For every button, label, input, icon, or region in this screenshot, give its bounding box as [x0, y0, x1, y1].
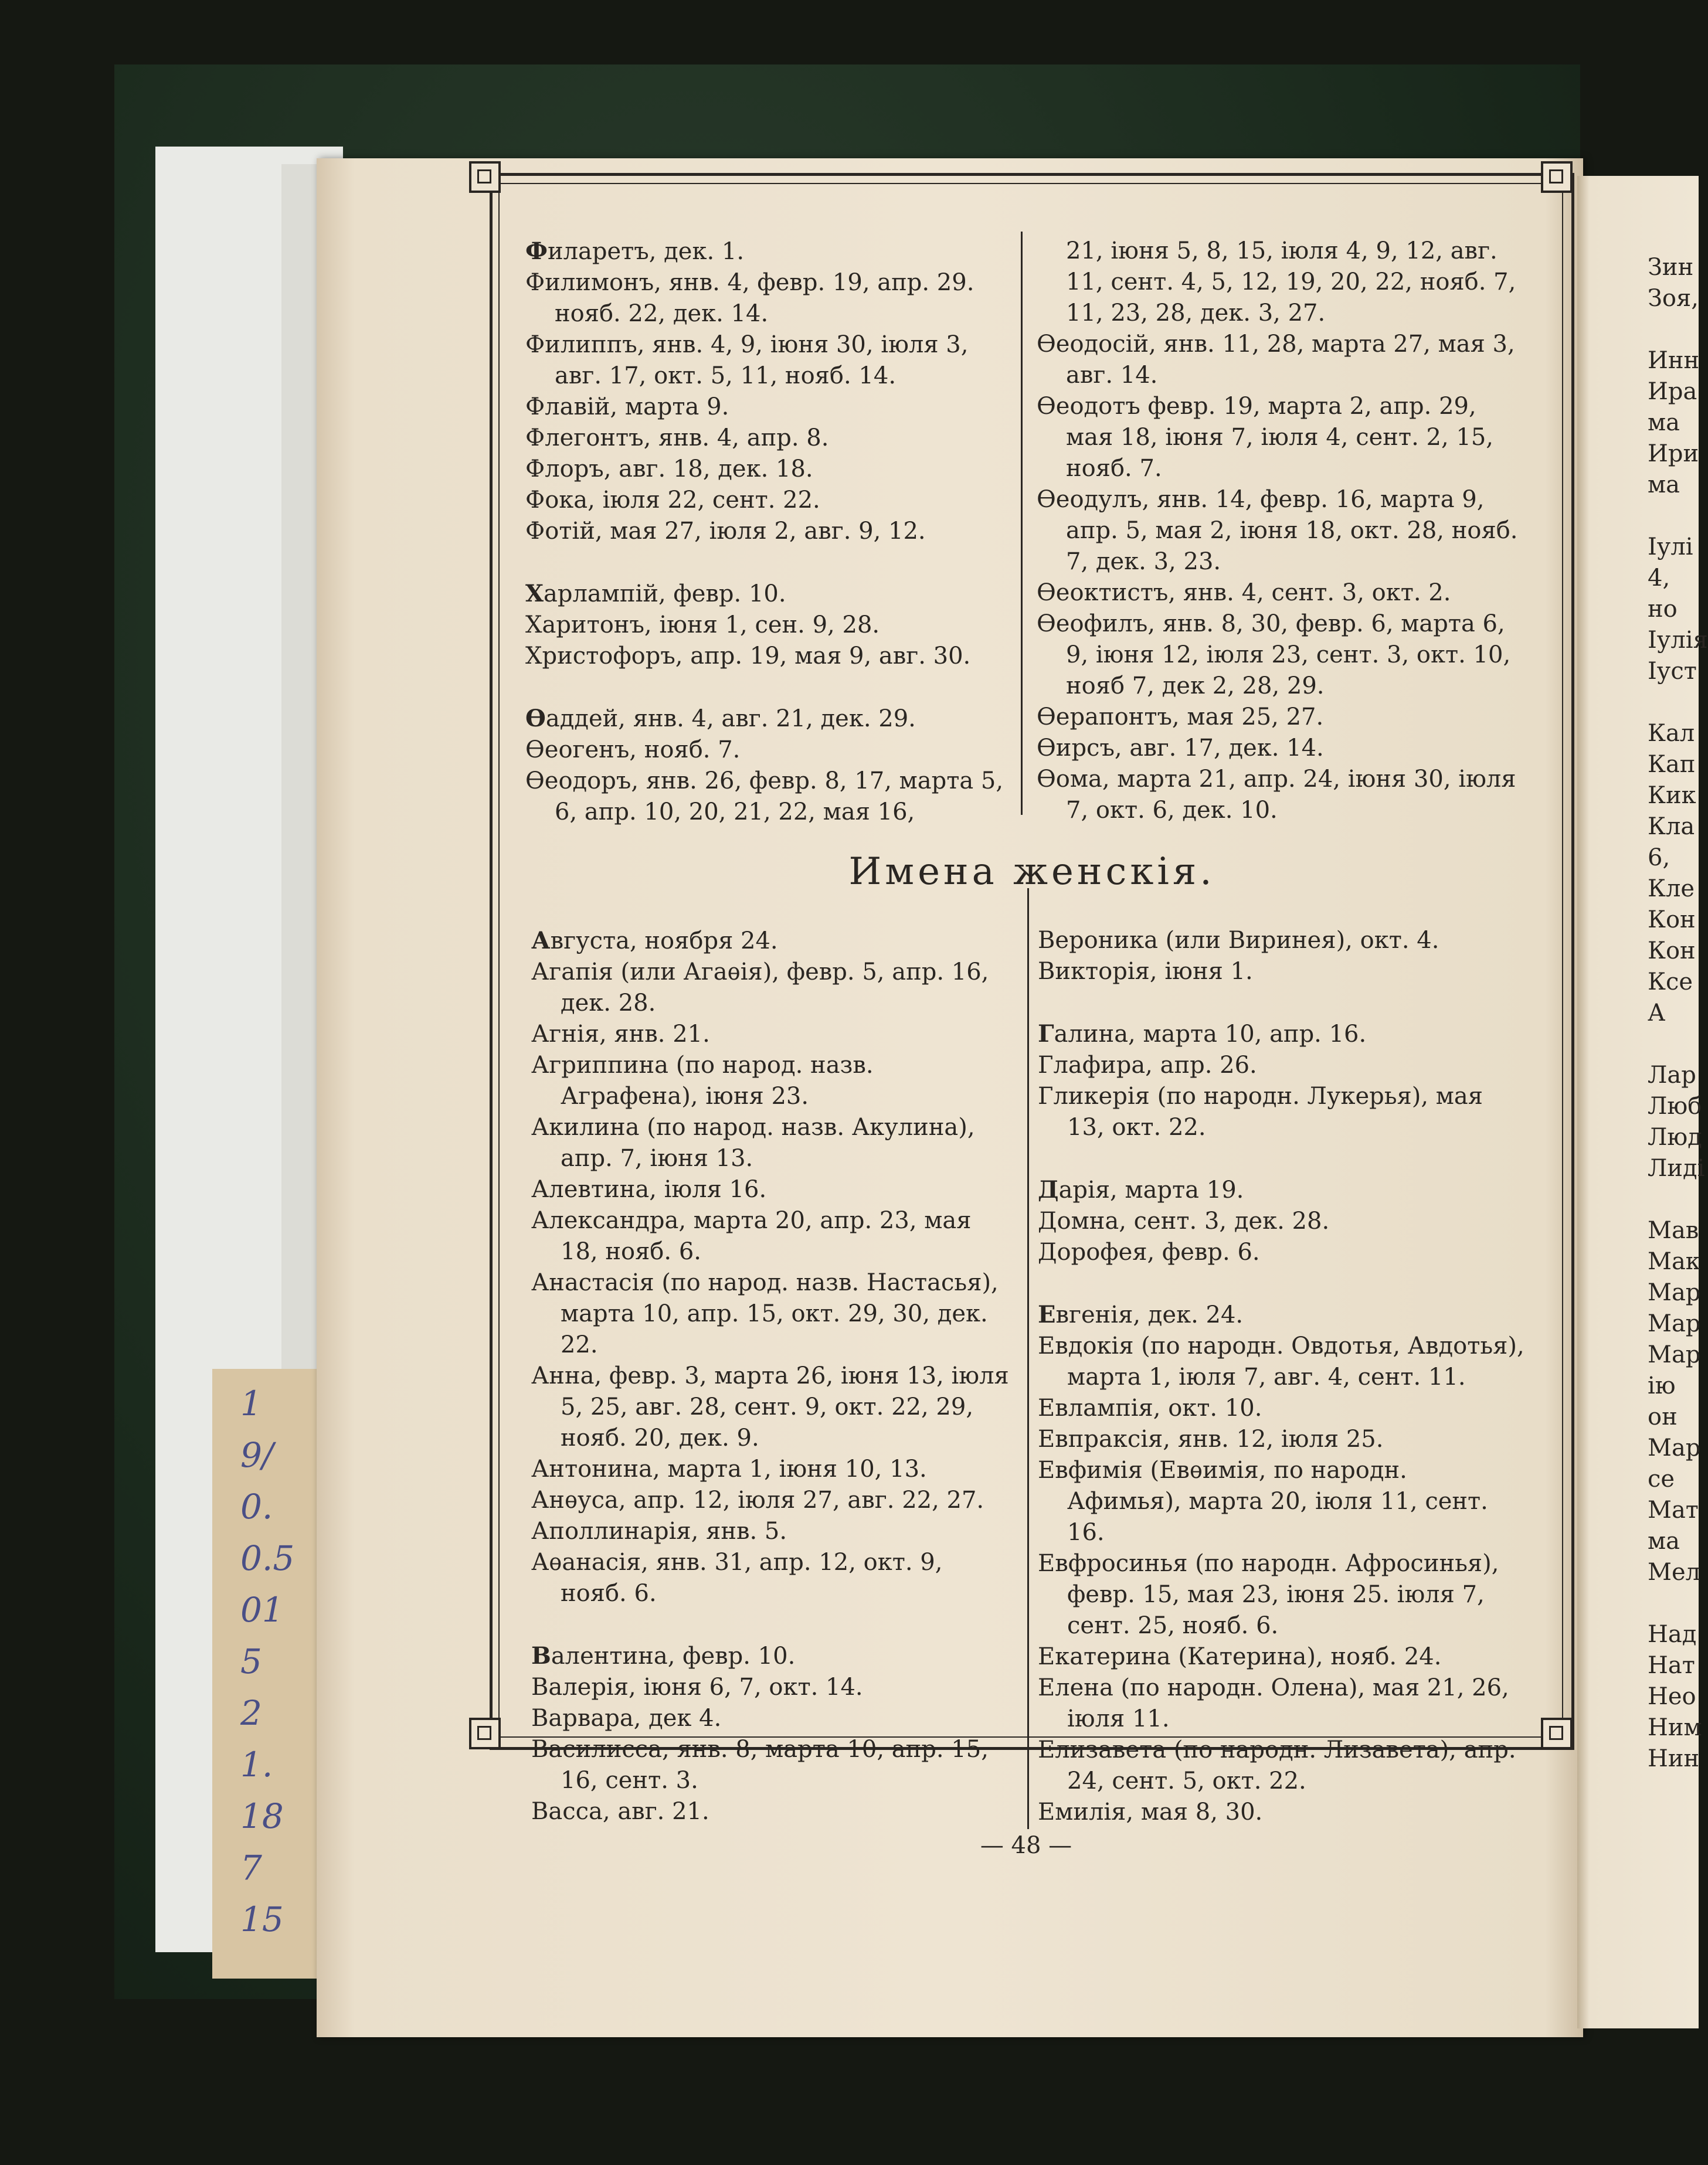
name-entry [525, 392, 1009, 423]
name-entry [525, 423, 1009, 454]
name-entry [531, 1454, 1015, 1485]
entry-text: Анастасія (по народ. назв. Настасья), марта 10, апр. 15, окт. 29, 30, дек. 22. [531, 1269, 999, 1358]
name-entry [1037, 391, 1520, 484]
right-column-bottom [1038, 925, 1524, 1828]
name-entry [531, 1796, 1015, 1827]
entry-text: Евпраксія, янв. 12, іюля 25. [1038, 1426, 1384, 1453]
entry-text: Елена (по народн. Олена), мая 21, 26, іюля 11. [1038, 1674, 1509, 1732]
entry-text: Домна, сент. 3, дек. 28. [1038, 1208, 1330, 1235]
right-column-top [1037, 236, 1520, 826]
facing-page-line [1648, 501, 1708, 532]
frame-corner-ornament [1541, 161, 1573, 193]
entry-text: Ѳерапонтъ, мая 25, 27. [1037, 703, 1324, 730]
entry-text: Фотій, мая 27, іюля 2, авг. 9, 12. [525, 518, 926, 545]
name-entry [525, 236, 1009, 267]
entry-text: вгуста, ноября 24. [550, 927, 778, 954]
facing-page-line: Кла [1648, 813, 1695, 840]
facing-page-line [1648, 1588, 1708, 1619]
facing-page-line [1648, 314, 1708, 345]
entry-text: Акилина (по народ. назв. Акулина), апр. 7, іюня 13. [531, 1114, 975, 1172]
section-title: Имена женскія. [848, 850, 1215, 893]
facing-page-line: Кле [1648, 875, 1695, 902]
name-entry [531, 1485, 1015, 1516]
facing-page-line: Ксе [1648, 968, 1693, 995]
name-entry [531, 1703, 1015, 1734]
name-entry [1038, 1237, 1524, 1268]
facing-page-line: Кап [1648, 751, 1696, 778]
facing-page-line: Кал [1648, 720, 1695, 747]
entry-text: Флавій, марта 9. [525, 393, 729, 420]
left-column-top [525, 236, 1009, 828]
name-entry [525, 578, 1009, 610]
entry-text: Гликерія (по народн. Лукерья), мая 13, окт. 22. [1038, 1083, 1483, 1141]
entry-text: арія, марта 19. [1058, 1177, 1244, 1204]
handwritten-mark: 01 [240, 1590, 284, 1630]
facing-page-line: Іуст [1648, 658, 1697, 685]
name-entry [531, 1112, 1015, 1174]
entry-text: Ѳирсъ, авг. 17, дек. 14. [1037, 735, 1324, 762]
handwritten-mark: 1 [240, 1384, 262, 1423]
entry-text: Флегонтъ, янв. 4, апр. 8. [525, 424, 829, 451]
entry-text: Викторія, іюня 1. [1038, 958, 1253, 985]
facing-page-line: Ира [1648, 378, 1697, 405]
name-entry [1037, 577, 1520, 609]
handwritten-mark: 0. [240, 1487, 273, 1527]
entry-spacer [1038, 1268, 1524, 1299]
facing-page-line [1648, 687, 1708, 718]
entry-text: Антонина, марта 1, іюня 10, 13. [531, 1456, 927, 1483]
entry-text: Валерія, іюня 6, 7, окт. 14. [531, 1674, 863, 1701]
name-entry [1038, 1735, 1524, 1797]
entry-text: Екатерина (Катерина), нояб. 24. [1038, 1643, 1442, 1670]
entry-text: Васса, авг. 21. [531, 1798, 709, 1825]
entry-text: Ѳеодосій, янв. 11, 28, марта 27, мая 3, авг. 14. [1037, 331, 1515, 389]
facing-page-line: ма [1648, 471, 1680, 498]
name-entry [1038, 1331, 1524, 1393]
entry-text: Харитонъ, іюня 1, сен. 9, 28. [525, 611, 880, 638]
facing-page-line: Инн [1648, 347, 1700, 374]
entry-text: Глафира, апр. 26. [1038, 1052, 1257, 1079]
name-entry [531, 925, 1015, 957]
facing-page-line: Над [1648, 1621, 1697, 1648]
name-entry [1038, 1174, 1524, 1206]
entry-spacer [1038, 987, 1524, 1018]
section-initial: Х [525, 580, 544, 607]
facing-page-line: Кон [1648, 906, 1696, 933]
frame-corner-ornament [469, 1718, 501, 1749]
name-entry [1037, 329, 1520, 391]
handwritten-mark: 15 [240, 1899, 284, 1939]
name-entry [525, 641, 1009, 672]
facing-page-line: Мар [1648, 1279, 1701, 1306]
name-entry [525, 610, 1009, 641]
name-entry [1038, 1641, 1524, 1673]
name-entry [1038, 956, 1524, 987]
entry-text: Ѳеофилъ, янв. 8, 30, февр. 6, марта 6, 9, іюня 12, іюля 23, сент. 3, окт. 10, нояб 7, дек 2, 28, 29. [1037, 610, 1511, 699]
facing-page-line: Мар [1648, 1310, 1701, 1337]
entry-text: Вероника (или Виринея), окт. 4. [1038, 927, 1439, 954]
entry-text: Варвара, дек 4. [531, 1705, 722, 1732]
entry-text: Христофоръ, апр. 19, мая 9, авг. 30. [525, 643, 971, 669]
name-entry [525, 766, 1009, 828]
facing-page-line: но [1648, 596, 1678, 623]
column-divider-top [1021, 232, 1023, 815]
entry-text: Алевтина, іюля 16. [531, 1176, 767, 1203]
entry-text: Аѳанасія, янв. 31, апр. 12, окт. 9, нояб. 6. [531, 1549, 943, 1607]
handwritten-mark: 7 [240, 1848, 262, 1888]
entry-text: Ѳома, марта 21, апр. 24, іюня 30, іюля 7, окт. 6, дек. 10. [1037, 766, 1516, 824]
name-entry [531, 1361, 1015, 1454]
facing-page-line: Кон [1648, 937, 1696, 964]
entry-text: Ѳеогенъ, нояб. 7. [525, 736, 741, 763]
name-entry [531, 1547, 1015, 1609]
entry-text: Василисса, янв. 8, марта 10, апр. 15, 16, сент. 3. [531, 1736, 989, 1794]
entry-spacer [525, 672, 1009, 703]
facing-page-line: Кик [1648, 782, 1696, 809]
entry-spacer [531, 1609, 1015, 1640]
name-entry [531, 1734, 1015, 1796]
entry-text: Анна, февр. 3, марта 26, іюня 13, іюля 5, 25, авг. 28, сент. 9, окт. 22, 29, нояб. 20, дек. 9. [531, 1362, 1009, 1452]
entry-text: Евфимія (Евѳимія, по народн. Афимья), марта 20, іюля 11, сент. 16. [1038, 1457, 1488, 1546]
left-column-bottom [531, 925, 1015, 1827]
section-initial: Г [1038, 1020, 1054, 1048]
facing-page-line: Мак [1648, 1248, 1700, 1275]
frame-corner-ornament [1541, 1718, 1573, 1749]
name-entry [1037, 236, 1520, 329]
name-entry [531, 1019, 1015, 1050]
name-entry [531, 1174, 1015, 1205]
entry-text: Фока, іюля 22, сент. 22. [525, 487, 820, 514]
section-initial: Ф [525, 237, 548, 265]
name-entry [1038, 1673, 1524, 1735]
facing-page-line [1648, 1029, 1708, 1060]
entry-text: Ѳеодотъ февр. 19, марта 2, апр. 29, мая 18, іюня 7, іюля 4, сент. 2, 15, нояб. 7. [1037, 393, 1493, 482]
facing-page-line: Ири [1648, 440, 1699, 467]
entry-text: иларетъ, дек. 1. [547, 238, 745, 265]
facing-page-line: А [1648, 1000, 1666, 1027]
entry-text: Ѳеоктистъ, янв. 4, сент. 3, окт. 2. [1037, 579, 1451, 606]
entry-text: Агнія, янв. 21. [531, 1021, 710, 1048]
name-entry [1038, 1081, 1524, 1143]
facing-page-line: Нат [1648, 1652, 1695, 1679]
name-entry [1037, 733, 1520, 764]
name-entry [1038, 1393, 1524, 1424]
name-entry [531, 957, 1015, 1019]
entry-text: Флоръ, авг. 18, дек. 18. [525, 456, 813, 482]
entry-text: Филиппъ, янв. 4, 9, іюня 30, іюля 3, авг. 17, окт. 5, 11, нояб. 14. [525, 331, 969, 389]
entry-text: Анѳуса, апр. 12, іюля 27, авг. 22, 27. [531, 1487, 984, 1514]
section-initial: А [531, 927, 551, 954]
entry-spacer [1038, 1143, 1524, 1174]
handwritten-mark: 1. [240, 1745, 273, 1785]
name-entry [1038, 1455, 1524, 1548]
name-entry [525, 329, 1009, 392]
name-entry [1038, 1797, 1524, 1828]
name-entry [531, 1205, 1015, 1267]
column-divider-bottom [1027, 888, 1029, 1829]
name-entry [531, 1267, 1015, 1361]
entry-text: Емилія, мая 8, 30. [1038, 1799, 1263, 1826]
frame-corner-ornament [469, 161, 501, 193]
name-entry [525, 454, 1009, 485]
facing-page-text [1648, 252, 1708, 1775]
name-entry [525, 735, 1009, 766]
facing-page-line: 4, [1648, 565, 1670, 592]
name-entry [525, 485, 1009, 516]
facing-page-line: Зин [1648, 254, 1694, 281]
section-initial: Ѳ [525, 705, 546, 732]
entry-text: Аполлинарія, янв. 5. [531, 1518, 787, 1545]
name-entry [1037, 764, 1520, 826]
page-number: — 48 — [980, 1832, 1072, 1859]
facing-page-line: 6, [1648, 844, 1670, 871]
name-entry [531, 1672, 1015, 1703]
facing-page-line: Лар [1648, 1062, 1696, 1089]
name-entry [1037, 484, 1520, 577]
name-entry [1038, 1299, 1524, 1331]
entry-text: Филимонъ, янв. 4, февр. 19, апр. 29. нояб. 22, дек. 14. [525, 269, 974, 327]
handwritten-mark: 18 [240, 1796, 284, 1836]
name-entry [525, 516, 1009, 547]
section-initial: Д [1038, 1176, 1059, 1204]
handwritten-mark: 0.5 [240, 1538, 295, 1578]
entry-text: Ѳеодулъ, янв. 14, февр. 16, марта 9, апр. 5, мая 2, іюня 18, окт. 28, нояб. 7, дек. 3, 23. [1037, 486, 1518, 575]
facing-page-line: Люд [1648, 1124, 1702, 1151]
facing-page-line: ію [1648, 1372, 1676, 1399]
entry-text: Агапія (или Агаѳія), февр. 5, апр. 16, дек. 28. [531, 959, 989, 1017]
section-initial: Е [1038, 1301, 1056, 1328]
entry-text: Ѳеодоръ, янв. 26, февр. 8, 17, марта 5, 6, апр. 10, 20, 21, 22, мая 16, [525, 767, 1004, 825]
entry-text: Евфросинья (по народн. Афросинья), февр. 15, мая 23, іюня 25. іюля 7, сент. 25, нояб. 6. [1038, 1550, 1499, 1639]
facing-page-line: Зоя, [1648, 285, 1699, 312]
facing-page-line: Мар [1648, 1435, 1701, 1462]
name-entry [1037, 702, 1520, 733]
entry-text: алентина, февр. 10. [551, 1643, 796, 1670]
entry-text: арлампій, февр. 10. [544, 580, 786, 607]
entry-text: вгенія, дек. 24. [1055, 1301, 1244, 1328]
facing-page-line: Іулі [1648, 533, 1693, 560]
facing-page-line: ма [1648, 1528, 1680, 1555]
facing-page-line: Мел [1648, 1559, 1701, 1586]
entry-text: 21, іюня 5, 8, 15, іюля 4, 9, 12, авг. 11, сент. 4, 5, 12, 19, 20, 22, нояб. 7, 11, 23, 28, дек. 3, 27. [1066, 237, 1516, 327]
facing-page-line: Мат [1648, 1497, 1699, 1524]
facing-page-line: се [1648, 1466, 1675, 1493]
name-entry [1038, 1050, 1524, 1081]
entry-text: Евдокія (по народн. Овдотья, Авдотья), марта 1, іюля 7, авг. 4, сент. 11. [1038, 1333, 1524, 1391]
facing-page-line: Нин [1648, 1745, 1700, 1772]
entry-text: Дорофея, февр. 6. [1038, 1239, 1260, 1266]
name-entry [525, 267, 1009, 329]
section-initial: В [531, 1642, 551, 1670]
facing-page-line: он [1648, 1403, 1678, 1430]
entry-text: Елизавета (по народн. Лизавета), апр. 24, сент. 5, окт. 22. [1038, 1736, 1516, 1794]
name-entry [1038, 1018, 1524, 1050]
entry-text: аддей, янв. 4, авг. 21, дек. 29. [545, 705, 916, 732]
name-entry [531, 1516, 1015, 1547]
entry-spacer [525, 547, 1009, 578]
handwritten-mark: 2 [240, 1693, 262, 1733]
entry-text: алина, марта 10, апр. 16. [1054, 1021, 1367, 1048]
handwritten-mark: 9/ [240, 1435, 274, 1475]
name-entry [1038, 1206, 1524, 1237]
facing-page-line: Ним [1648, 1714, 1702, 1741]
entry-text: Александра, марта 20, апр. 23, мая 18, нояб. 6. [531, 1207, 972, 1265]
facing-page-line [1648, 1184, 1708, 1215]
facing-page-line: ма [1648, 409, 1680, 436]
facing-page-line: Люб [1648, 1093, 1702, 1120]
name-entry [1037, 609, 1520, 702]
facing-page-line: Лиді [1648, 1155, 1705, 1182]
name-entry [531, 1640, 1015, 1672]
entry-text: Евлампія, окт. 10. [1038, 1395, 1262, 1422]
entry-text: Агриппина (по народ. назв. Аграфена), іюня 23. [531, 1052, 874, 1110]
facing-page-line: Мав [1648, 1217, 1699, 1244]
facing-page-line: Мар [1648, 1341, 1701, 1368]
facing-page-line: Іулія [1648, 627, 1708, 654]
facing-page-line: Нео [1648, 1683, 1696, 1710]
name-entry [525, 703, 1009, 735]
name-entry [531, 1050, 1015, 1112]
handwritten-mark: 5 [240, 1641, 262, 1681]
name-entry [1038, 1424, 1524, 1455]
name-entry [1038, 1548, 1524, 1641]
name-entry [1038, 925, 1524, 956]
